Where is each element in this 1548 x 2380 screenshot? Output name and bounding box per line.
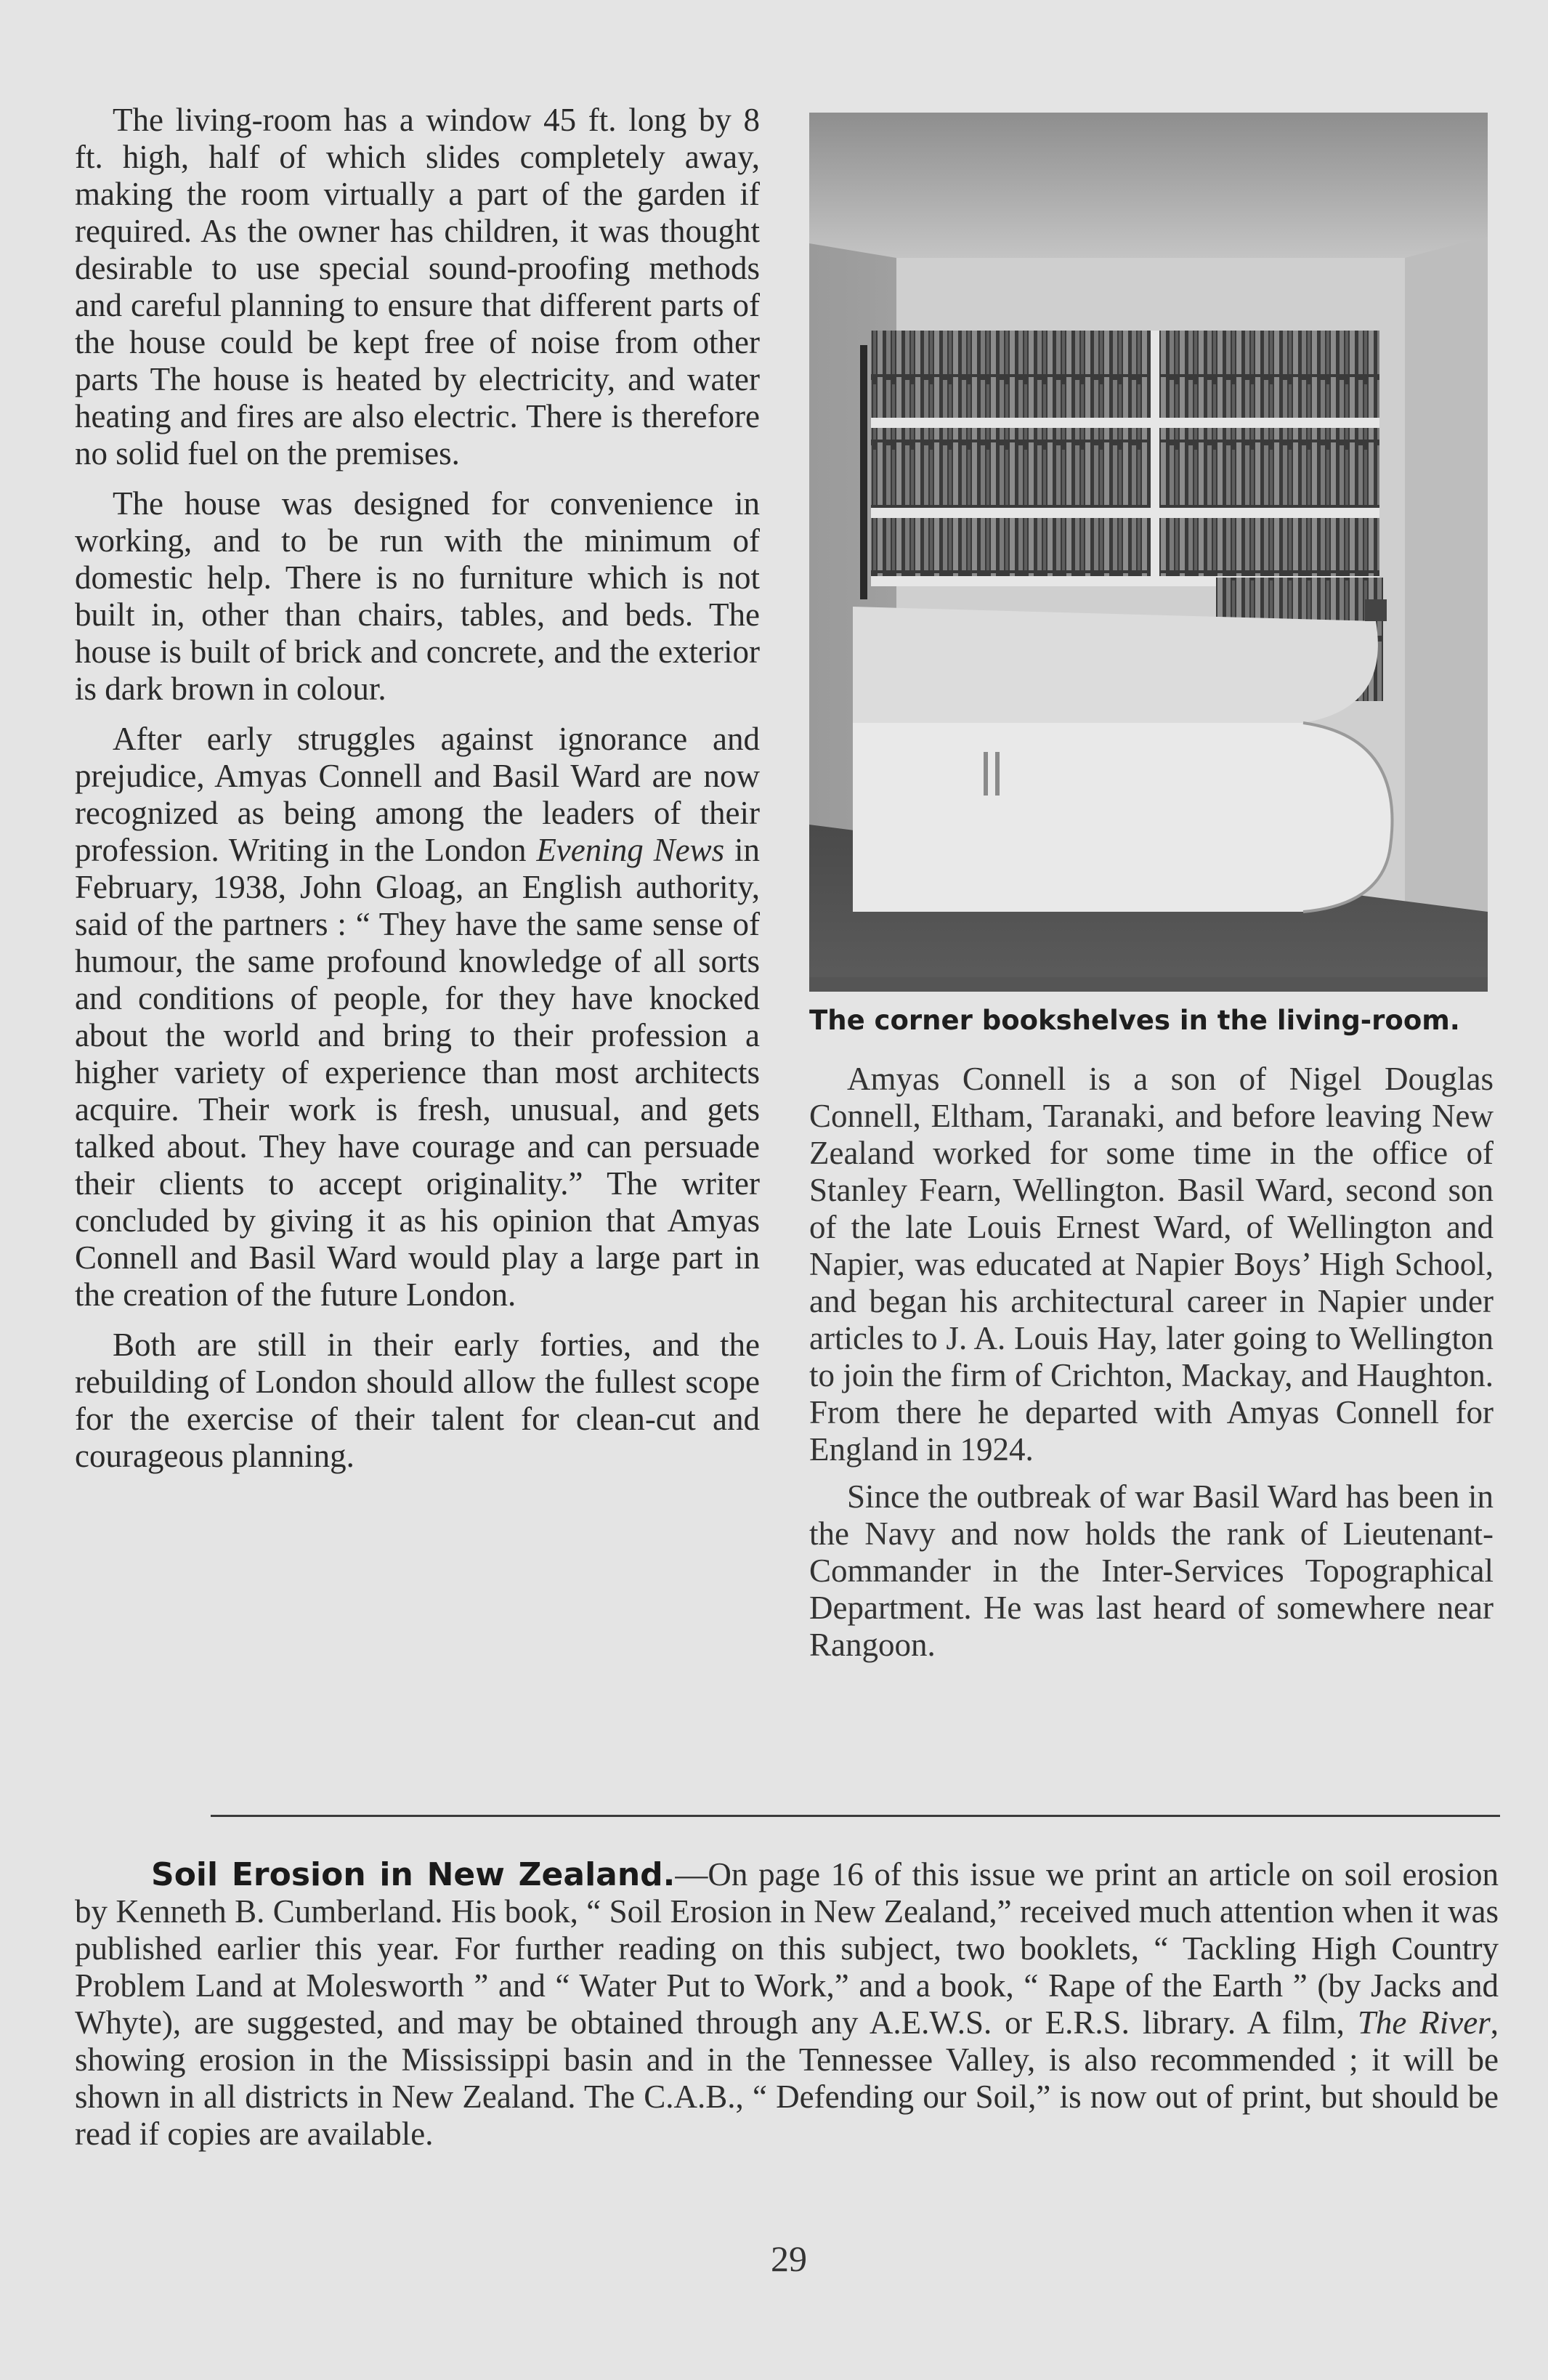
bookshelves-photo (809, 113, 1488, 992)
notice-text-end: , showing erosion in the Mississippi basin and in the Tennessee Valley, is also recommended ; it will be shown in all districts in New Zealand. The C.A.B., “ Defending our Soil,” is now out of print, but should be read if copies are available. (75, 2004, 1499, 2152)
paragraph-connell-ward-bio: Amyas Connell is a son of Nigel Douglas Connell, Eltham, Taranaki, and before leaving New Zealand worked for some time in the office of Stanley Fearn, Wellington. Basil Ward, second son of the late Louis Ernest Ward, of Wellington and Napier, was educated at Napier Boys’ High School, and began his architectural career in Napier under articles to J. A. Louis Hay, later going to Wellington to join the firm of Crichton, Mackay, and Haughton. From there he departed with Amyas Connell for England in 1924. (809, 1061, 1494, 1468)
left-column (75, 102, 760, 1488)
paragraph-rebuilding: Both are still in their early forties, and the rebuilding of London should allow the fullest scope for the exercise of their talent for clean-cut and courageous planning. (75, 1327, 760, 1474)
paragraph-partners-end: in February, 1938, John Gloag, an English authority, said of the partners : “ They have the same sense of humour, the same profound knowledge of all sorts and conditions of people, for they have knocked about the world and bring to their profession a higher variety of experience than most architects acquire. Their work is fresh, unusual, and gets talked about. They have courage and can persuade their clients to accept originality.” The writer concluded by giving it as his opinion that Amyas Connell and Basil Ward would play a large part in the creation of the future London. (75, 832, 760, 1313)
newspaper-title: Evening News (536, 832, 725, 868)
notice-text-start: —On page 16 of this issue we print an article on soil erosion by Kenneth B. Cumberland. His book, “ Soil Erosion in New Zealand,” received much attention when it was published earlier this year. For further reading on this subject, two booklets, “ Tackling High Country Problem Land at Molesworth ” and “ Water Put to Work,” and a book, “ Rape of the Earth ” (by Jacks and Whyte), are suggested, and may be obtained through any A.E.W.S. or E.R.S. library. A film, (75, 1856, 1499, 2041)
notice-heading: Soil Erosion in New Zealand. (151, 1856, 676, 1893)
bookshelves-illustration (809, 113, 1488, 992)
photo-caption: The corner bookshelves in the living-room. (809, 1005, 1460, 1036)
paragraph-partners (75, 721, 760, 1314)
paragraph-living-room: The living-room has a window 45 ft. long by 8 ft. high, half of which slides completely away, making the room virtually a part of the garden if required. As the owner has children, it was thought desirable to use special sound-proofing methods and careful planning to ensure that different parts of the house could be kept free of noise from other parts The house is heated by electricity, and water heating and fires are also electric. There is therefore no solid fuel on the premises. (75, 102, 760, 471)
section-divider (211, 1815, 1500, 1817)
paragraph-house-design: The house was designed for convenience in working, and to be run with the minimum of domestic help. There is no furniture which is not built in, other than chairs, tables, and beds. The house is built of brick and concrete, and the exterior is dark brown in colour. (75, 485, 760, 707)
paragraph-war-service: Since the outbreak of war Basil Ward has been in the Navy and now holds the rank of Lieutenant-Commander in the Inter-Services Topographical Department. He was last heard of somewhere near Rangoon. (809, 1478, 1494, 1663)
film-title: The River (1357, 2004, 1491, 2041)
right-column (809, 1061, 1494, 1674)
page-number: 29 (771, 2238, 807, 2279)
soil-erosion-notice (75, 1856, 1499, 2153)
paragraph-partners-start: After early struggles against ignorance and prejudice, Amyas Connell and Basil Ward are now recognized as being among the leaders of their profession. Writing in the London (75, 721, 760, 868)
